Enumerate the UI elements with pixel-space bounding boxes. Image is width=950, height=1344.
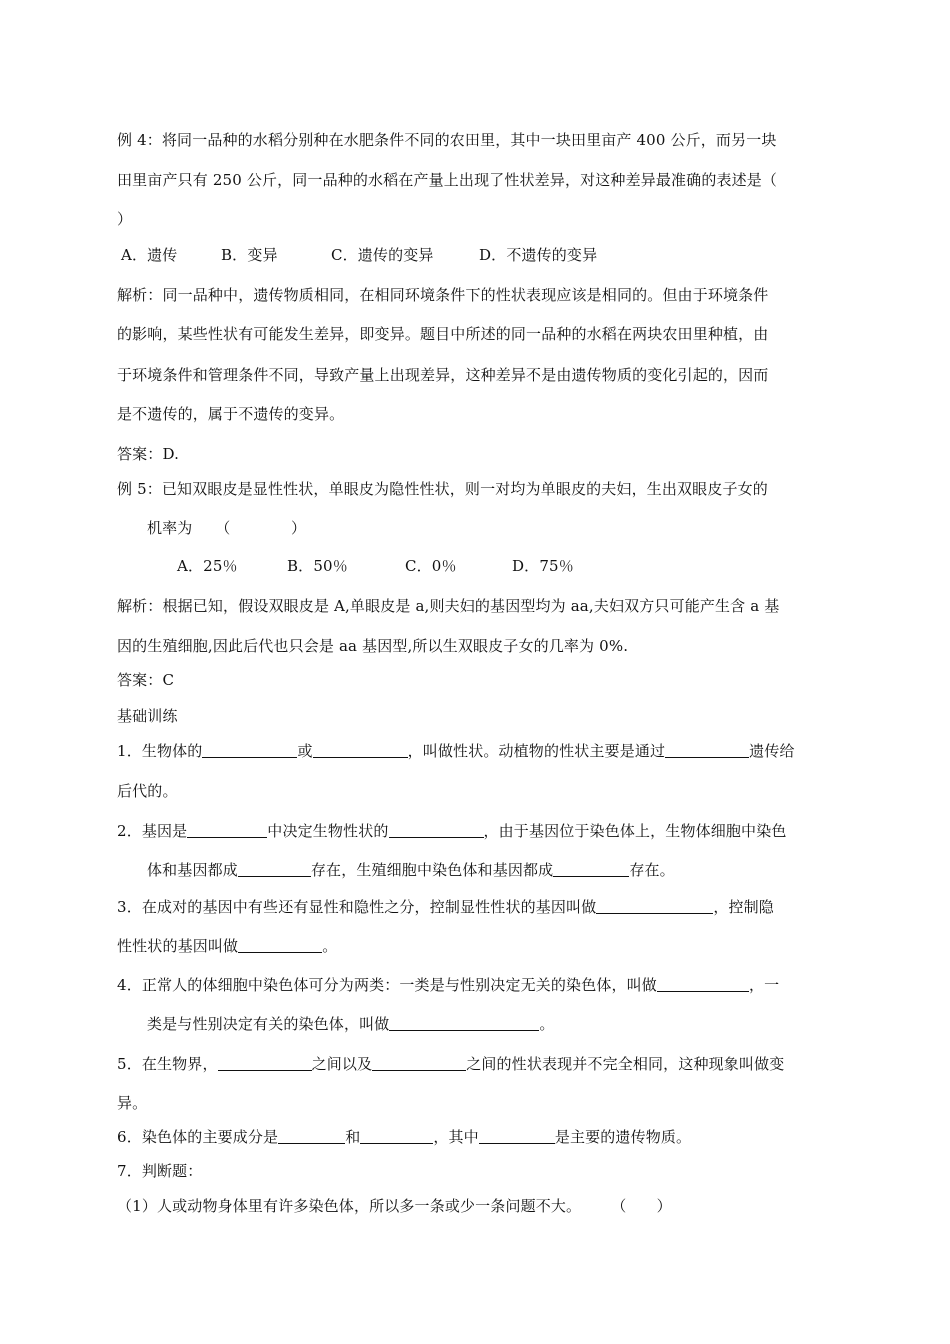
- q2-text: 体和基因都成: [147, 861, 238, 879]
- q3-text: 3．在成对的基因中有些还有显性和隐性之分，控制显性性状的基因叫做: [117, 898, 597, 916]
- q6-blank-2[interactable]: [360, 1128, 433, 1144]
- q2-text: ，由于基因位于染色体上，生物体细胞中染色: [483, 822, 787, 840]
- q3-blank-1[interactable]: [596, 898, 713, 914]
- q2-blank-2[interactable]: [389, 822, 484, 838]
- question-4-line2: [147, 1014, 838, 1034]
- example5-answer: 答案：C: [117, 671, 175, 689]
- q6-text: 是主要的遗传物质。: [554, 1128, 692, 1146]
- example4-analysis-line3: 于环境条件和管理条件不同，导致产量上出现差异，这种差异不是由遗传物质的变化引起的，因而: [117, 366, 769, 384]
- option-b: B．变异: [221, 246, 278, 264]
- option-c: C．0％: [405, 557, 457, 575]
- example4-analysis-line2: 的影响，某些性状有可能发生差异，即变异。题目中所述的同一品种的水稻在两块农田里种植，由: [117, 325, 769, 343]
- example4-options: [121, 245, 838, 265]
- question-3-line1: [117, 897, 838, 917]
- example4-line1: 例 4：将同一品种的水稻分别种在水肥条件不同的农田里，其中一块田里亩产 400 公斤，而另一块: [117, 131, 777, 149]
- q1-text: 或: [297, 742, 313, 760]
- example5-analysis-line1: 解析：根据已知，假设双眼皮是 A,单眼皮是 a,则夫妇的基因型均为 aa,夫妇双方只可能产生含 a 基: [117, 597, 780, 615]
- q4-text: 。: [539, 1015, 555, 1033]
- question-6: [117, 1127, 838, 1147]
- example4-line2: 田里亩产只有 250 公斤，同一品种的水稻在产量上出现了性状差异，对这种差异最准确的表述是（: [117, 171, 778, 189]
- q4-text: 类是与性别决定有关的染色体，叫做: [147, 1015, 390, 1033]
- example5-line2: 机率为 （ ）: [147, 519, 307, 537]
- example5-line1: 例 5：已知双眼皮是显性性状，单眼皮为隐性性状，则一对均为单眼皮的夫妇，生出双眼皮子女的: [117, 480, 768, 498]
- q7-item1-text: （1）人或动物身体里有许多染色体，所以多一条或少一条问题不大。: [117, 1197, 582, 1215]
- section-title: 基础训练: [117, 707, 178, 725]
- question-4-line1: [117, 975, 838, 995]
- q2-text: 存在，生殖细胞中染色体和基因都成: [310, 861, 554, 879]
- q1-text: 遗传给: [749, 742, 795, 760]
- example4-answer: 答案：D.: [117, 445, 180, 463]
- question-5-line1: [117, 1054, 838, 1074]
- question-7-title: 7．判断题：: [117, 1162, 203, 1180]
- q6-text: ，其中: [433, 1128, 479, 1146]
- q1-text: ，叫做性状。动植物的性状主要是通过: [407, 742, 666, 760]
- q5-blank-2[interactable]: [372, 1055, 466, 1071]
- q2-text: 中决定生物性状的: [267, 822, 389, 840]
- q7-item1-bracket[interactable]: （ ）: [611, 1197, 672, 1215]
- q4-blank-2[interactable]: [389, 1015, 539, 1031]
- q1-blank-1[interactable]: [202, 742, 297, 758]
- example5-analysis-line2: 因的生殖细胞,因此后代也只会是 aa 基因型,所以生双眼皮子女的几率为 0%.: [117, 637, 629, 655]
- q5-blank-1[interactable]: [218, 1055, 312, 1071]
- q2-text: 2．基因是: [117, 822, 188, 840]
- q5-text: 之间的性状表现并不完全相同，这种现象叫做变: [466, 1055, 785, 1073]
- q3-blank-2[interactable]: [238, 937, 322, 953]
- option-a: A．25％: [177, 557, 238, 575]
- q1-blank-2[interactable]: [313, 742, 408, 758]
- option-a: A．遗传: [121, 246, 178, 264]
- question-2-line1: [117, 821, 838, 841]
- q5-text: 之间以及: [311, 1055, 373, 1073]
- option-d: D．75％: [512, 557, 574, 575]
- q2-blank-4[interactable]: [553, 861, 629, 877]
- q3-text: ，控制隐: [713, 898, 774, 916]
- q6-blank-3[interactable]: [479, 1128, 555, 1144]
- q4-blank-1[interactable]: [657, 976, 749, 992]
- option-c: C．遗传的变异: [331, 246, 434, 264]
- question-2-line2: [147, 860, 838, 880]
- q6-text: 6．染色体的主要成分是: [117, 1128, 279, 1146]
- q4-text: 4．正常人的体细胞中染色体可分为两类：一类是与性别决定无关的染色体，叫做: [117, 976, 657, 994]
- example4-analysis-line1: 解析：同一品种中，遗传物质相同，在相同环境条件下的性状表现应该是相同的。但由于环境条件: [117, 286, 769, 304]
- q3-text: 。: [322, 937, 338, 955]
- q5-text: 5．在生物界，: [117, 1055, 218, 1073]
- q3-text: 性性状的基因叫做: [117, 937, 239, 955]
- question-5-line2: 异。: [117, 1094, 148, 1112]
- q1-blank-3[interactable]: [665, 742, 749, 758]
- option-b: B．50％: [287, 557, 348, 575]
- question-1-line2: 后代的。: [117, 782, 178, 800]
- option-d: D．不遗传的变异: [479, 246, 598, 264]
- q6-blank-1[interactable]: [278, 1128, 345, 1144]
- question-1-line1: [117, 741, 838, 761]
- q2-text: 存在。: [629, 861, 675, 879]
- q2-blank-1[interactable]: [187, 822, 267, 838]
- q6-text: 和: [345, 1128, 361, 1146]
- question-7-item-1: [117, 1196, 838, 1216]
- question-3-line2: [117, 936, 838, 956]
- q4-text: ，一: [748, 976, 780, 994]
- example5-options: [177, 556, 838, 576]
- example4-line3: ）: [117, 210, 133, 228]
- q1-text: 1．生物体的: [117, 742, 203, 760]
- q2-blank-3[interactable]: [238, 861, 311, 877]
- example4-analysis-line4: 是不遗传的，属于不遗传的变异。: [117, 405, 345, 423]
